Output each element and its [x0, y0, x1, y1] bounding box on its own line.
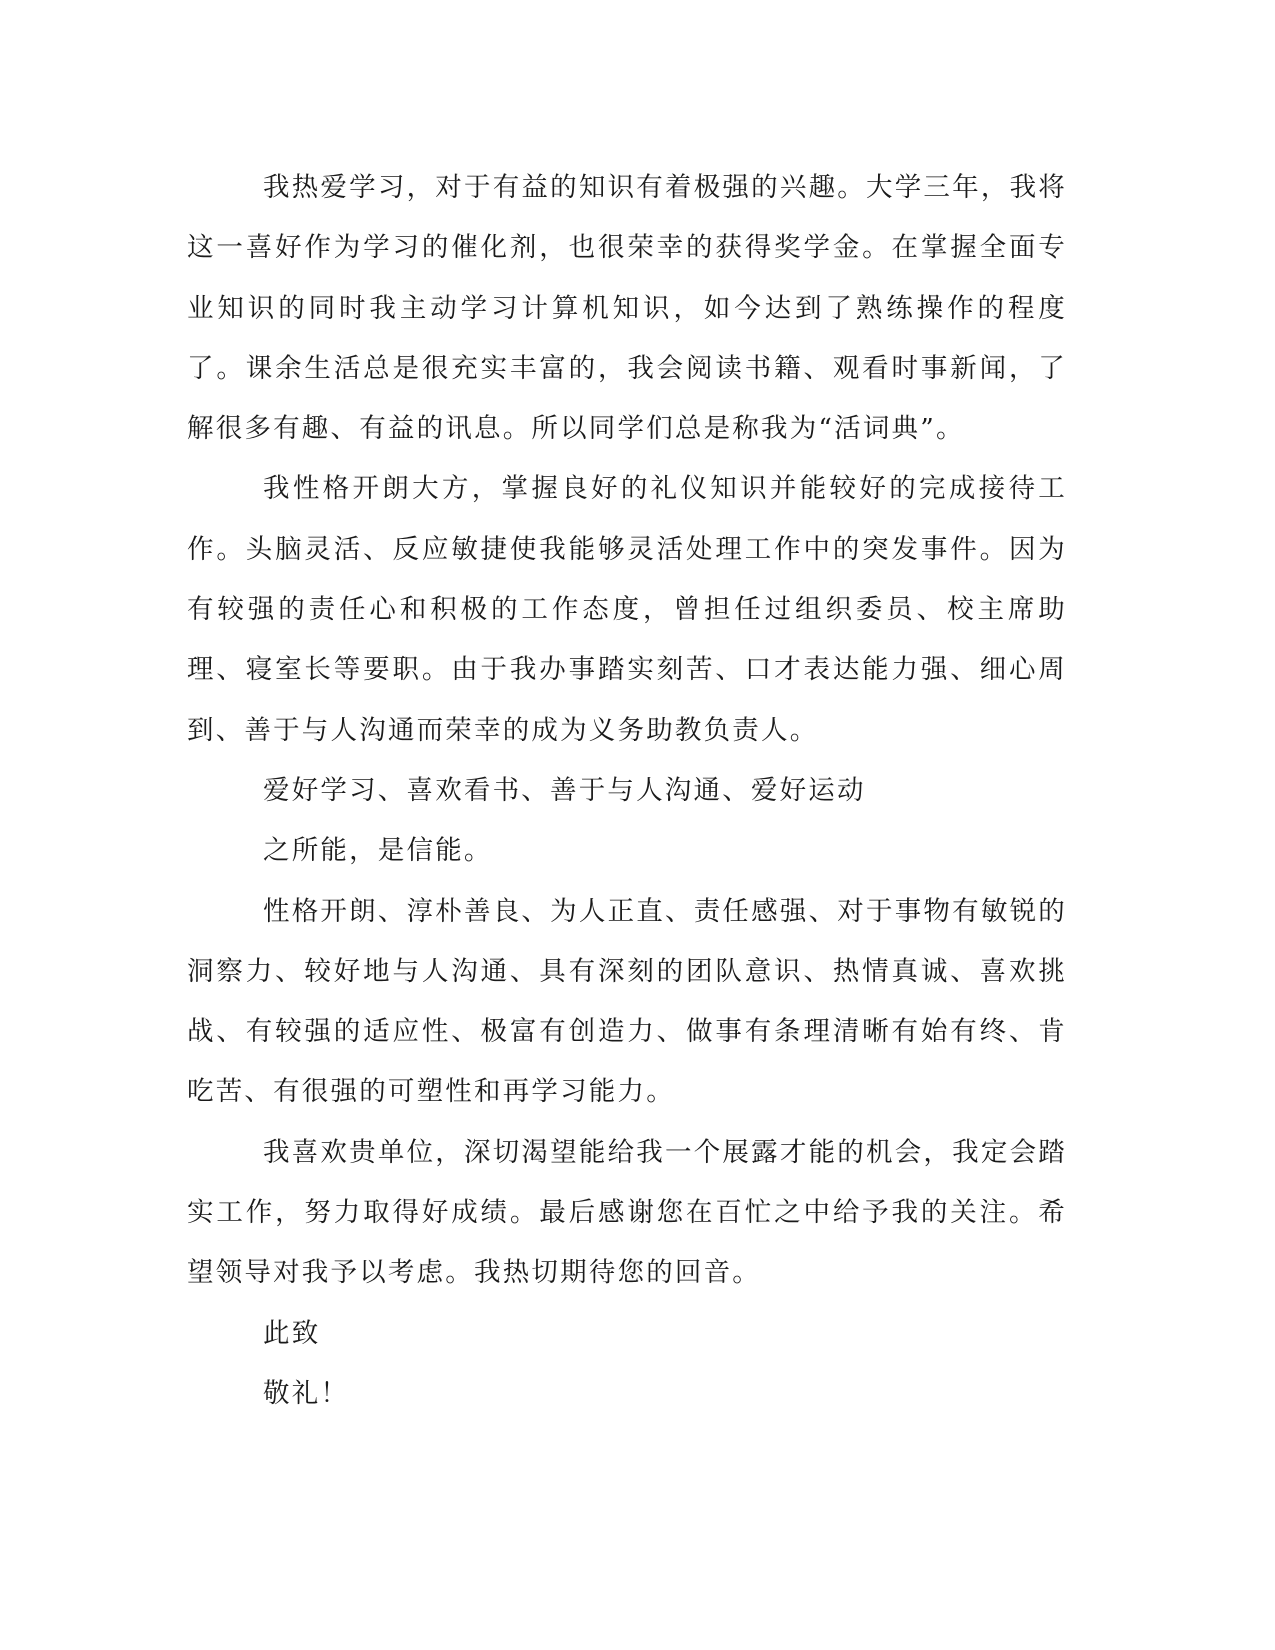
paragraph-motto: 之所能，是信能。	[263, 835, 493, 867]
paragraph-closing-request: 我喜欢贵单位，深切渴望能给我一个展露才能的机会，我定会踏实工作，努力取得好成绩。最后感谢您在百忙之中给予我的关注。希望领导对我予以考虑。我热切期待您的回音。	[187, 1136, 1067, 1289]
paragraph-personality: 我性格开朗大方，掌握良好的礼仪知识并能较好的完成接待工作。头脑灵活、反应敏捷使我能够灵活处理工作中的突发事件。因为有较强的责任心和积极的工作态度，曾担任过组织委员、校主席助理、寝室长等要职。由于我办事踏实刻苦、口才表达能力强、细心周到、善于与人沟通而荣幸的成为义务助教负责人。	[187, 473, 1067, 746]
closing-regards: 敬礼！	[263, 1377, 350, 1409]
paragraph-self-evaluation: 性格开朗、淳朴善良、为人正直、责任感强、对于事物有敏锐的洞察力、较好地与人沟通、具有深刻的团队意识、热情真诚、喜欢挑战、有较强的适应性、极富有创造力、做事有条理清晰有始有终、肯吃苦、有很强的可塑性和再学习能力。	[187, 895, 1067, 1108]
paragraph-study-interest: 我热爱学习，对于有益的知识有着极强的兴趣。大学三年，我将这一喜好作为学习的催化剂，也很荣幸的获得奖学金。在掌握全面专业知识的同时我主动学习计算机知识，如今达到了熟练操作的程度了。课余生活总是很充实丰富的，我会阅读书籍、观看时事新闻，了解很多有趣、有益的讯息。所以同学们总是称我为“活词典”。	[187, 172, 1067, 445]
paragraph-hobbies: 爱好学习、喜欢看书、善于与人沟通、爱好运动	[263, 774, 866, 806]
closing-salutation: 此致	[263, 1317, 321, 1349]
letter-body	[187, 158, 1067, 1424]
